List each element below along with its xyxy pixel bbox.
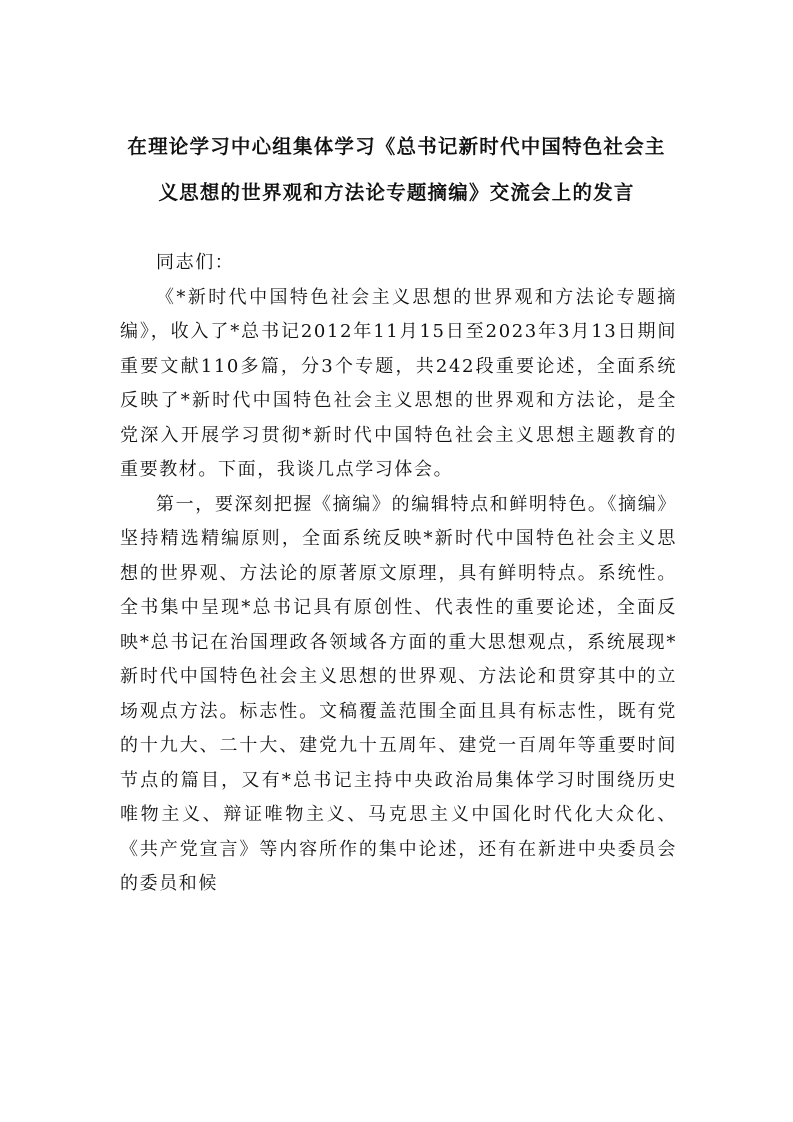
title-line-2: 义思想的世界观和方法论专题摘编》交流会上的发言 — [158, 181, 635, 204]
document-title — [100, 124, 693, 216]
paragraph-intro: 《*新时代中国特色社会主义思想的世界观和方法论专题摘编》，收入了*总书记2012年11月15日至2023年3月13日期间重要文献110多篇，分3个专题，共242段重要论述，全面系统反映了*新时代中国特色社会主义思想的世界观和方法论，是全党深入开展学习贯彻*新时代中国特色社会主义思想主题教育的重要教材。下面，我谈几点学习体会。 — [120, 286, 677, 480]
title-line-1: 在理论学习中心组集体学习《总书记新时代中国特色社会主 — [127, 135, 666, 158]
salutation: 同志们： — [156, 252, 235, 273]
document-body — [120, 246, 677, 902]
paragraph-first-point: 第一，要深刻把握《摘编》的编辑特点和鲜明特色。《摘编》坚持精选精编原则，全面系统反映*新时代中国特色社会主义思想的世界观、方法论的原著原文原理，具有鲜明特点。系统性。全书集中呈现*总书记具有原创性、代表性的重要论述，全面反映*总书记在治国理政各领域各方面的重大思想观点，系统展现*新时代中国特色社会主义思想的世界观、方法论和贯穿其中的立场观点方法。标志性。文稿覆盖范围全面且具有标志性，既有党的十九大、二十大、建党九十五周年、建党一百周年等重要时间节点的篇目，又有*总书记主持中央政治局集体学习时围绕历史唯物主义、辩证唯物主义、马克思主义中国化时代化大众化、《共产党宣言》等内容所作的集中论述，还有在新进中央委员会的委员和候 — [120, 493, 677, 894]
